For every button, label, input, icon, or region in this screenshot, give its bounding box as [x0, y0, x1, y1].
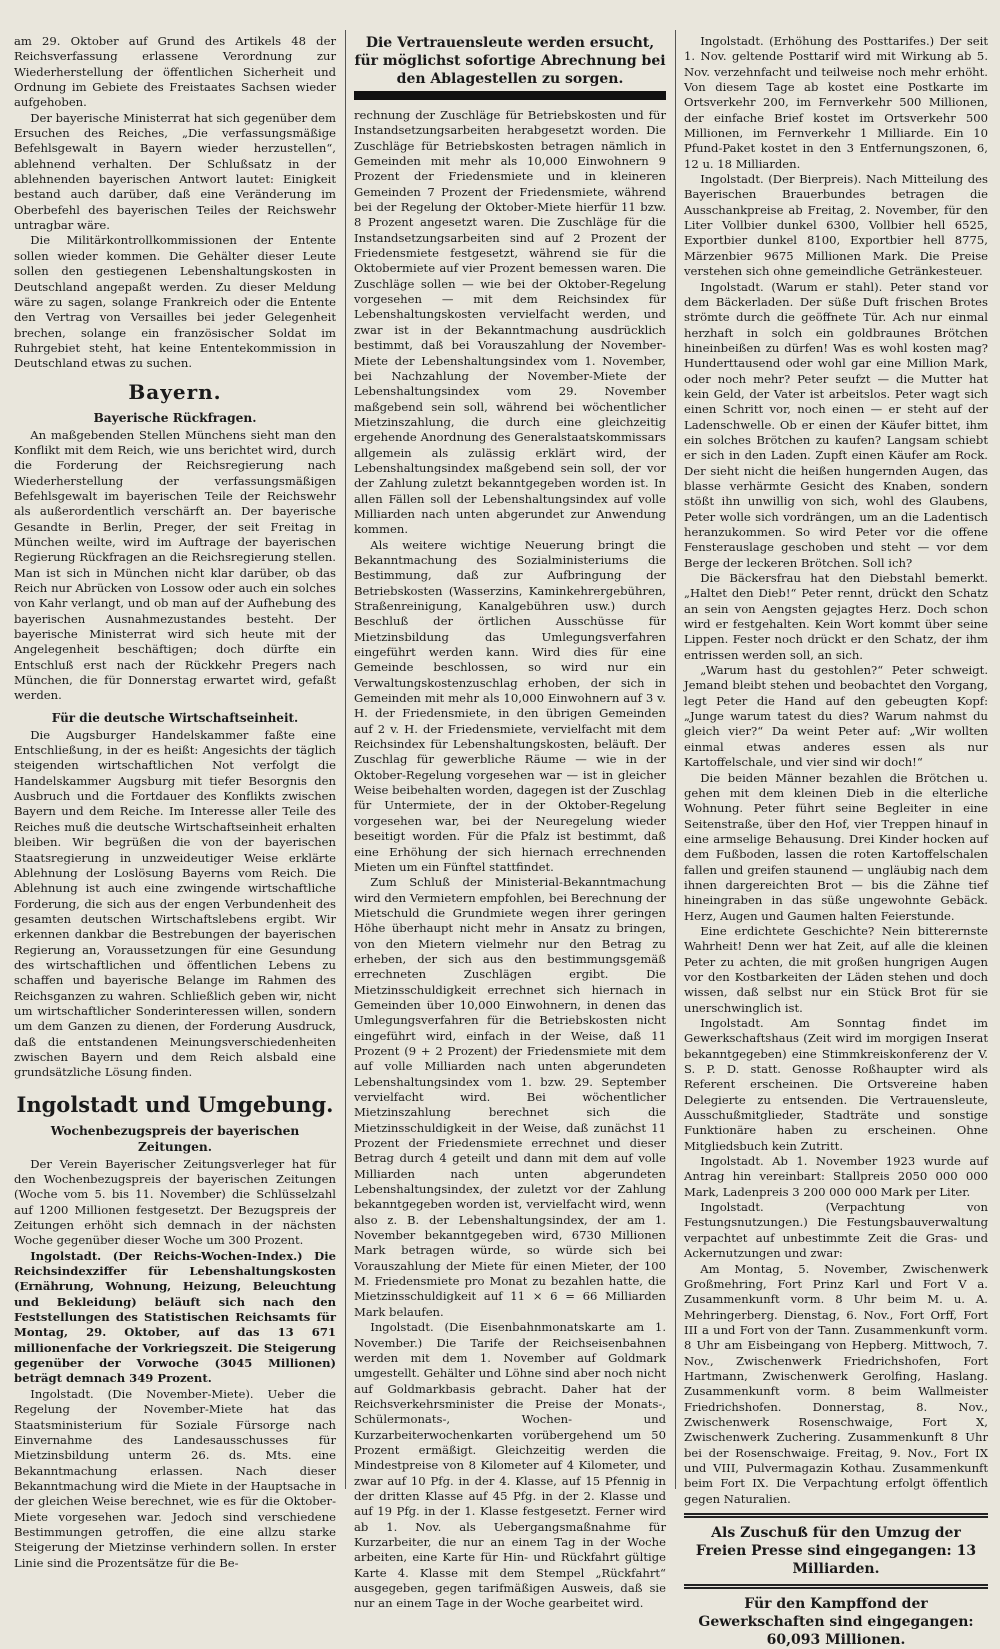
paragraph: Als weitere wichtige Neuerung bringt die Bekanntmachung des Sozialministeriums die Bestimmung, daß zur Aufbringung der Betriebskosten (Wasserzins, Kaminkehrergebühren, Straßenreinigung, Kanalgebühren usw.) durch Beschluß der örtlichen Ausschüsse für Mietzinsbildung das Umlegungsverfahren eingeführt werden kann. Wird dies für eine Gemeinde beschlossen, so wird nur ein Verwaltungskostenzuschlag erhoben, der sich in Gemeinden mit mehr als 10,000 Einwohnern auf 3 v. H. der Friedensmiete, in den übrigen Gemeinden auf 2 v. H. der Friedensmiete, vervielfacht mit dem Reichsindex für Lebenshaltungskosten, beläuft. Der Zuschlag für gewerbliche Räume — wie in der Oktober-Regelung vorgesehen war — ist in gleicher Weise beibehalten worden, dagegen ist der Zuschlag für Untermiete, der in der Oktober-Regelung vorgesehen war, bei der Neuregelung wieder beseitigt worden. Für die Pfalz ist bestimmt, daß eine Erhöhung der sich hiernach errechnenden Mieten um ein Fünftel stattfindet. [354, 537, 666, 874]
paragraph: Ingolstadt. (Verpachtung von Festungsnutzungen.) Die Festungsbauverwaltung verpachtet auf unbestimmte Zeit die Gras- und Ackernutzungen und zwar: [684, 1200, 988, 1261]
notice-box: Die Vertrauensleute werden ersucht, für möglichst sofortige Abrechnung bei den Ablagestellen zu sorgen. [354, 34, 666, 100]
paragraph: Die Bäckersfrau hat den Diebstahl bemerkt. „Haltet den Dieb!“ Peter rennt, drückt den Schatz an sein von Aengsten gejagtes Herz. Doch schon wird er festgehalten. Kein Wort kommt über seine Lippen. Fester noch drückt er den Schatz, der ihm entrissen werden soll, an sich. [684, 571, 988, 662]
paragraph: Eine erdichtete Geschichte? Nein bitterernste Wahrheit! Denn wer hat Zeit, auf alle die kleinen Peter zu achten, die mit großen hungrigen Augen vor den Kostbarkeiten der Läden stehen und doch wissen, daß selbst nur ein Stück Brot für sie unerschwinglich ist. [684, 923, 988, 1015]
paragraph: Zum Schluß der Ministerial-Bekanntmachung wird den Vermietern empfohlen, bei Berechnung der Mietschuld die Grundmiete wegen ihrer geringen Höhe überhaupt nicht mehr in Ansatz zu bringen, von den Mietern vielmehr nur den Betrag zu erheben, der sich aus den bestimmungsgemäß errechneten Zuschlägen ergibt. Die Mietzinsschuldigkeit errechnet sich hiernach in Gemeinden über 10,000 Einwohnern, in denen das Umlegungsverfahren für die Betriebskosten nicht eingeführt wird, einfach in der Weise, daß 11 Prozent (9 + 2 Prozent) der Friedensmiete mit dem auf volle Milliarden nach unten abgerundeten Lebenshaltungsindex vom 1. bzw. 29. September vervielfacht wird. Bei wöchentlicher Mietzinszahlung berechnet sich die Mietzinsschuldigkeit in der Weise, daß zunächst 11 Prozent der Friedensmiete errechnet und dieser Betrag durch 4 geteilt und dann mit dem auf volle Milliarden nach unten abgerundeten Lebenshaltungsindex, der zuletzt vor der Zahlung bekanntgegeben worden ist, vervielfacht wird, wenn also z. B. der Lebenshaltungsindex, der am 1. November bekanntgegeben wird, 6730 Millionen Mark betragen würde, so würde sich bei Vorauszahlung der Miete für einen Mieter, der 100 M. Friedensmiete pro Monat zu bezahlen hatte, die Mietzinsschuldigkeit auf 11 × 6 = 66 Milliarden Mark belaufen. [354, 875, 666, 1319]
paragraph: Ingolstadt. Ab 1. November 1923 wurde auf Antrag hin vereinbart: Stallpreis 2050 000 000 Mark, Ladenpreis 3 200 000 000 Mark per Liter. [684, 1154, 988, 1199]
paragraph: am 29. Oktober auf Grund des Artikels 48 der Reichsverfassung erlassene Verordnung zur Wiederherstellung der öffentlichen Sicherheit und Ordnung im Gebiete des Freistaates Sachsen wieder aufgehoben. [14, 34, 336, 110]
column-rule [345, 30, 346, 1489]
paragraph: Am Montag, 5. November, Zwischenwerk Großmehring, Fort Prinz Karl und Fort V a. Zusammenkunft vorm. 8 Uhr beim M. u. A. Mehringerberg. Dienstag, 6. Nov., Fort Orff, Fort III a und Fort von der Tann. Zusammenkunft vorm. 8 Uhr am Eisbeingang von Hepberg. Mittwoch, 7. Nov., Zwischenwerk Friedrichshofen, Fort Hartmann, Zwischenwerk Gerolfing, Haslang. Zusammenkunft vorm. 8 beim Wallmeister Friedrichshofen. Donnerstag, 8. Nov., Zwischenwerk Rosenschwaige, Fort X, Zwischenwerk Zuchering. Zusammenkunft 8 Uhr bei der Rosenschwaige. Freitag, 9. Nov., Fort IX und VIII, Pulvermagazin Kothau. Zusammenkunft beim Fort IX. Die Verpachtung erfolgt öffentlich gegen Naturalien. [684, 1261, 988, 1506]
paragraph: Der bayerische Ministerrat hat sich gegenüber dem Ersuchen des Reiches, „Die verfassungsmäßige Befehlsgewalt in Bayern wieder herzustellen“, ablehnend verhalten. Der Schlußsatz in der ablehnenden bayerischen Antwort lautet: Einigkeit bestand auch darüber, daß eine Veränderung im Oberbefehl des bayerischen Teiles der Reichswehr untragbar wäre. [14, 110, 336, 233]
paragraph: Ingolstadt. Am Sonntag findet im Gewerkschaftshaus (Zeit wird im morgigen Inserat bekanntgegeben) eine Stimmkreiskonferenz der V. S. P. D. statt. Genosse Roßhaupter wird als Referent erscheinen. Die Ortsvereine haben Delegierte zu entsenden. Die Vertrauensleute, Ausschußmitglieder, Stadträte und sonstige Funktionäre haben zu erscheinen. Ohne Mitgliedsbuch kein Zutritt. [684, 1016, 988, 1153]
paragraph: Die Augsburger Handelskammer faßte eine Entschließung, in der es heißt: Angesichts der täglich steigenden wirtschaftlichen Not verfolgt die Handelskammer Augsburg mit tiefer Besorgnis den Ausbruch und die Fortdauer des Konflikts zwischen Bayern und dem Reiche. Im Interesse aller Teile des Reiches muß die deutsche Wirtschaftseinheit erhalten bleiben. Wir begrüßen die von der bayerischen Staatsregierung in unzweideutiger Weise erklärte Ablehnung der Loslösung Bayerns vom Reich. Die Ablehnung ist auch eine zwingende wirtschaftliche Forderung, die sich aus der engen Verbundenheit des gesamten deutschen Wirtschaftslebens ergibt. Wir erkennen dankbar die Bestrebungen der bayerischen Regierung an, Voraussetzungen für eine Gesundung des wirtschaftlichen und öffentlichen Lebens zu schaffen und bayerische Belange im Rahmen des Reichsganzen zu wahren. Schließlich geben wir, nicht um wirtschaftlicher Sonderinteressen willen, sondern um dem Ganzen zu dienen, der Forderung Ausdruck, daß die entstandenen Meinungsverschiedenheiten zwischen Bayern und dem Reich alsbald eine grundsätzliche Lösung finden. [14, 727, 336, 1080]
donation-notice: Für den Kampffond der Gewerkschaften sind eingegangen: 60,093 Millionen. [684, 1584, 988, 1649]
paragraph: Ingolstadt. (Die Eisenbahnmonatskarte am 1. November.) Die Tarife der Reichseisenbahnen werden mit dem 1. November auf Goldmark umgestellt. Gehälter und Löhne sind aber noch nicht auf Goldmarkbasis gebracht. Daher hat der Reichsverkehrsminister die Preise der Monats-, Schülermonats-, Wochen- und Kurzarbeiterwochenkarten vorübergehend um 50 Prozent ermäßigt. Gleichzeitig werden die Mindestpreise von 8 Kilometer auf 4 Kilometer, und zwar auf 10 Pfg. in der 4. Klasse, auf 15 Pfennig in der dritten Klasse auf 45 Pfg. in der 2. Klasse und auf 19 Pfg. in der 1. Klasse festgesetzt. Ferner wird ab 1. Nov. als Uebergangsmaßnahme für Kurzarbeiter, die nur an einem Tag in der Woche arbeiten, eine Karte für Hin- und Rückfahrt gültige Karte 4. Klasse mit dem Stempel „Rückfahrt“ ausgegeben, gegen tarifmäßigen Ausweis, daß sie nur an einem Tage in der Woche gearbeitet wird. [354, 1320, 666, 1611]
section-heading-ingolstadt: Ingolstadt und Umgebung. [16, 1091, 334, 1117]
donation-notice: Als Zuschuß für den Umzug der Freien Presse sind eingegangen: 13 Milliarden. [684, 1513, 988, 1578]
paragraph: Ingolstadt. (Der Bierpreis). Nach Mitteilung des Bayerischen Brauerbundes betragen die Ausschankpreise ab Freitag, 2. November, für den Liter Vollbier dunkel 6300, Vollbier hell 6525, Exportbier dunkel 8100, Exportbier hell 8775, Märzenbier 9675 Millionen Mark. Die Preise verstehen sich ohne gemeindliche Getränkesteuer. [684, 172, 988, 279]
column-1 [14, 34, 336, 1570]
column-2 [354, 34, 666, 1611]
article-heading: Wochenbezugspreis der bayerischen Zeitungen. [50, 1123, 300, 1154]
article-heading: Für die deutsche Wirtschaftseinheit. [51, 710, 299, 725]
paragraph: Ingolstadt. (Die November-Miete). Ueber die Regelung der November-Miete hat das Staatsministerium für Soziale Fürsorge nach Einvernahme des Landesausschusses für Mietzinsbildung unterm 26. ds. Mts. eine Bekanntmachung erlassen. Nach dieser Bekanntmachung wird die Miete in der Hauptsache in der gleichen Weise berechnet, wie es für die Oktober-Miete vorgesehen war. Jedoch sind verschiedene Bestimmungen getroffen, die eine allzu starke Steigerung der Mietzinse verhindern sollen. In erster Linie sind die Prozentsätze für die Be- [14, 1386, 336, 1570]
column-3 [684, 34, 988, 1648]
paragraph: Die Militärkontrollkommissionen der Entente sollen wieder kommen. Die Gehälter dieser Leute sollen den gestiegenen Lebenshaltungskosten in Deutschland angepaßt werden. Zu dieser Meldung wäre zu sagen, solange Frankreich oder die Entente den Vertrag von Versailles bei jeder Gelegenheit brechen, solange ein französischer Soldat im Ruhrgebiet steht, hat keine Ententekommission in Deutschland etwas zu suchen. [14, 233, 336, 371]
paragraph: Die beiden Männer bezahlen die Brötchen u. gehen mit dem kleinen Dieb in die elterliche Wohnung. Peter führt seine Begleiter in eine Seitenstraße, über den Hof, vier Treppen hinauf in eine armselige Behausung. Drei Kinder hocken auf dem Fußboden, lassen die roten Kartoffelschalen fallen und greifen staunend — ungläubig nach dem ihnen dargereichten Brot — bis die Zähne tief hineingraben in das süße ungewohnte Gebäck. Herz, Augen und Gaumen halten Feierstunde. [684, 770, 988, 923]
paragraph: rechnung der Zuschläge für Betriebskosten und für Instandsetzungsarbeiten herabgesetzt worden. Die Zuschläge für Betriebskosten betragen nämlich in Gemeinden mit mehr als 10,000 Einwohnern 9 Prozent der Friedensmiete und in kleineren Gemeinden 7 Prozent der Friedensmiete, während bei der Regelung der Oktober-Miete hierfür 11 bzw. 8 Prozent angesetzt waren. Die Zuschläge für die Instandsetzungsarbeiten sind auf 2 Prozent der Friedensmiete festgesetzt, während sie für die Oktobermiete auf vier Prozent bemessen waren. Die Zuschläge sollen — wie bei der Oktober-Regelung vorgesehen — mit dem Reichsindex für Lebenshaltungskosten vervielfacht werden, und zwar ist in der Bekanntmachung ausdrücklich bestimmt, daß bei Vorauszahlung der November-Miete der Lebenshaltungsindex vom 1. November, bei Nachzahlung der November-Miete der Lebenshaltungsindex vom 29. November maßgebend sein soll, während bei wöchentlicher Mietzinszahlung, die durch eine gleichzeitig ergehende Anordnung des Generalstaatskommissars allgemein als zulässig erklärt wird, der Lebenshaltungsindex maßgebend sein soll, der vor der Zahlung zuletzt bekanntgegeben worden ist. In allen Fällen soll der Lebenshaltungsindex auf volle Milliarden nach unten abgerundet zur Anwendung kommen. [354, 108, 666, 537]
article-heading: Bayerische Rückfragen. [93, 410, 257, 425]
paragraph-bold: Ingolstadt. (Der Reichs-Wochen-Index.) Die Reichsindexziffer für Lebenshaltungskosten (Ernährung, Wohnung, Heizung, Beleuchtung und Bekleidung) beläuft sich nach den Feststellungen des Statistischen Reichsamts für Montag, 29. Oktober, auf das 13 671 millionenfache der Vorkriegszeit. Die Steigerung gegenüber der Vorwoche (3045 Millionen) beträgt demnach 349 Prozent. [14, 1248, 336, 1386]
section-heading-bayern: Bayern. [128, 379, 222, 404]
paragraph: Ingolstadt. (Erhöhung des Posttarifes.) Der seit 1. Nov. geltende Posttarif wird mit Wirkung ab 5. Nov. verzehnfacht und teilweise noch mehr erhöht. Von diesem Tage ab kostet eine Postkarte im Ortsverkehr 200, im Fernverkehr 500 Millionen, der einfache Brief kostet im Ortsverkehr 500 Millionen, im Fernverkehr 1 Milliarde. Ein 10 Pfund-Paket kostet in den 3 Entfernungszonen, 6, 12 u. 18 Milliarden. [684, 34, 988, 171]
paragraph: Der Verein Bayerischer Zeitungsverleger hat für den Wochenbezugspreis der bayerischen Zeitungen (Woche vom 5. bis 11. November) die Schlüsselzahl auf 1200 Millionen festgesetzt. Der Bezugspreis der Zeitungen erhöht sich demnach in der nächsten Woche gegenüber dieser Woche um 300 Prozent. [14, 1156, 336, 1248]
paragraph: An maßgebenden Stellen Münchens sieht man den Konflikt mit dem Reich, wie uns berichtet wird, durch die Forderung der Reichsregierung nach Wiederherstellung der verfassungsmäßigen Befehlsgewalt im bayerischen Teile der Reichswehr als außerordentlich verschärft an. Der bayerische Gesandte in Berlin, Preger, der seit Freitag in München weilte, wird im Auftrage der bayerischen Regierung Rückfragen an die Reichsregierung stellen. Man ist sich in München nicht klar darüber, ob das Reich nur Abrücken von Lossow oder auch ein solches von Kahr verlangt, und ob man auf der Aufhebung des bayerischen Ausnahmezustandes besteht. Der bayerische Ministerrat wird sich heute mit der Angelegenheit beschäftigen; doch dürfte ein Entschluß erst nach der Rückkehr Pregers nach München, die für Donnerstag erwartet wird, gefaßt werden. [14, 427, 336, 703]
paragraph: „Warum hast du gestohlen?“ Peter schweigt. Jemand bleibt stehen und beobachtet den Vorgang, legt Peter die Hand auf den gebeugten Kopf: „Junge warum tatest du dies? Warum nahmst du gleich vier?“ Da weint Peter auf: „Wir wollten einmal etwas anderes essen als nur Kartoffelschale, und vier sind wir doch!“ [684, 663, 988, 770]
column-rule [675, 30, 676, 1489]
paragraph: Ingolstadt. (Warum er stahl). Peter stand vor dem Bäckerladen. Der süße Duft frischen Brotes strömte durch die geöffnete Tür. Ach nur einmal herzhaft in solch ein goldbraunes Brötchen hineinbeißen zu dürfen! Was es wohl kosten mag? Hunderttausend oder wohl gar eine Million Mark, oder noch mehr? Peter seufzt — die Mutter hat kein Geld, der Vater ist arbeitslos. Peter wagt sich einen Schritt vor, noch einen — er steht auf der Ladenschwelle. Ob er einen der Käufer bittet, ihm ein solches Brötchen zu kaufen? Langsam schiebt er sich in den Laden. Zupft einen Käufer am Rock. Der sieht nicht die heißen hungernden Augen, das blasse verhärmte Gesicht des Knaben, sondern stößt ihn unwillig von sich, wohl des Glaubens, Peter wolle sich vordrängen, um an die Ladentisch heranzukommen. So wird Peter vor die offene Fensterauslage geschoben und steht — vor dem Berge der leckeren Brötchen. Soll ich? [684, 279, 988, 570]
